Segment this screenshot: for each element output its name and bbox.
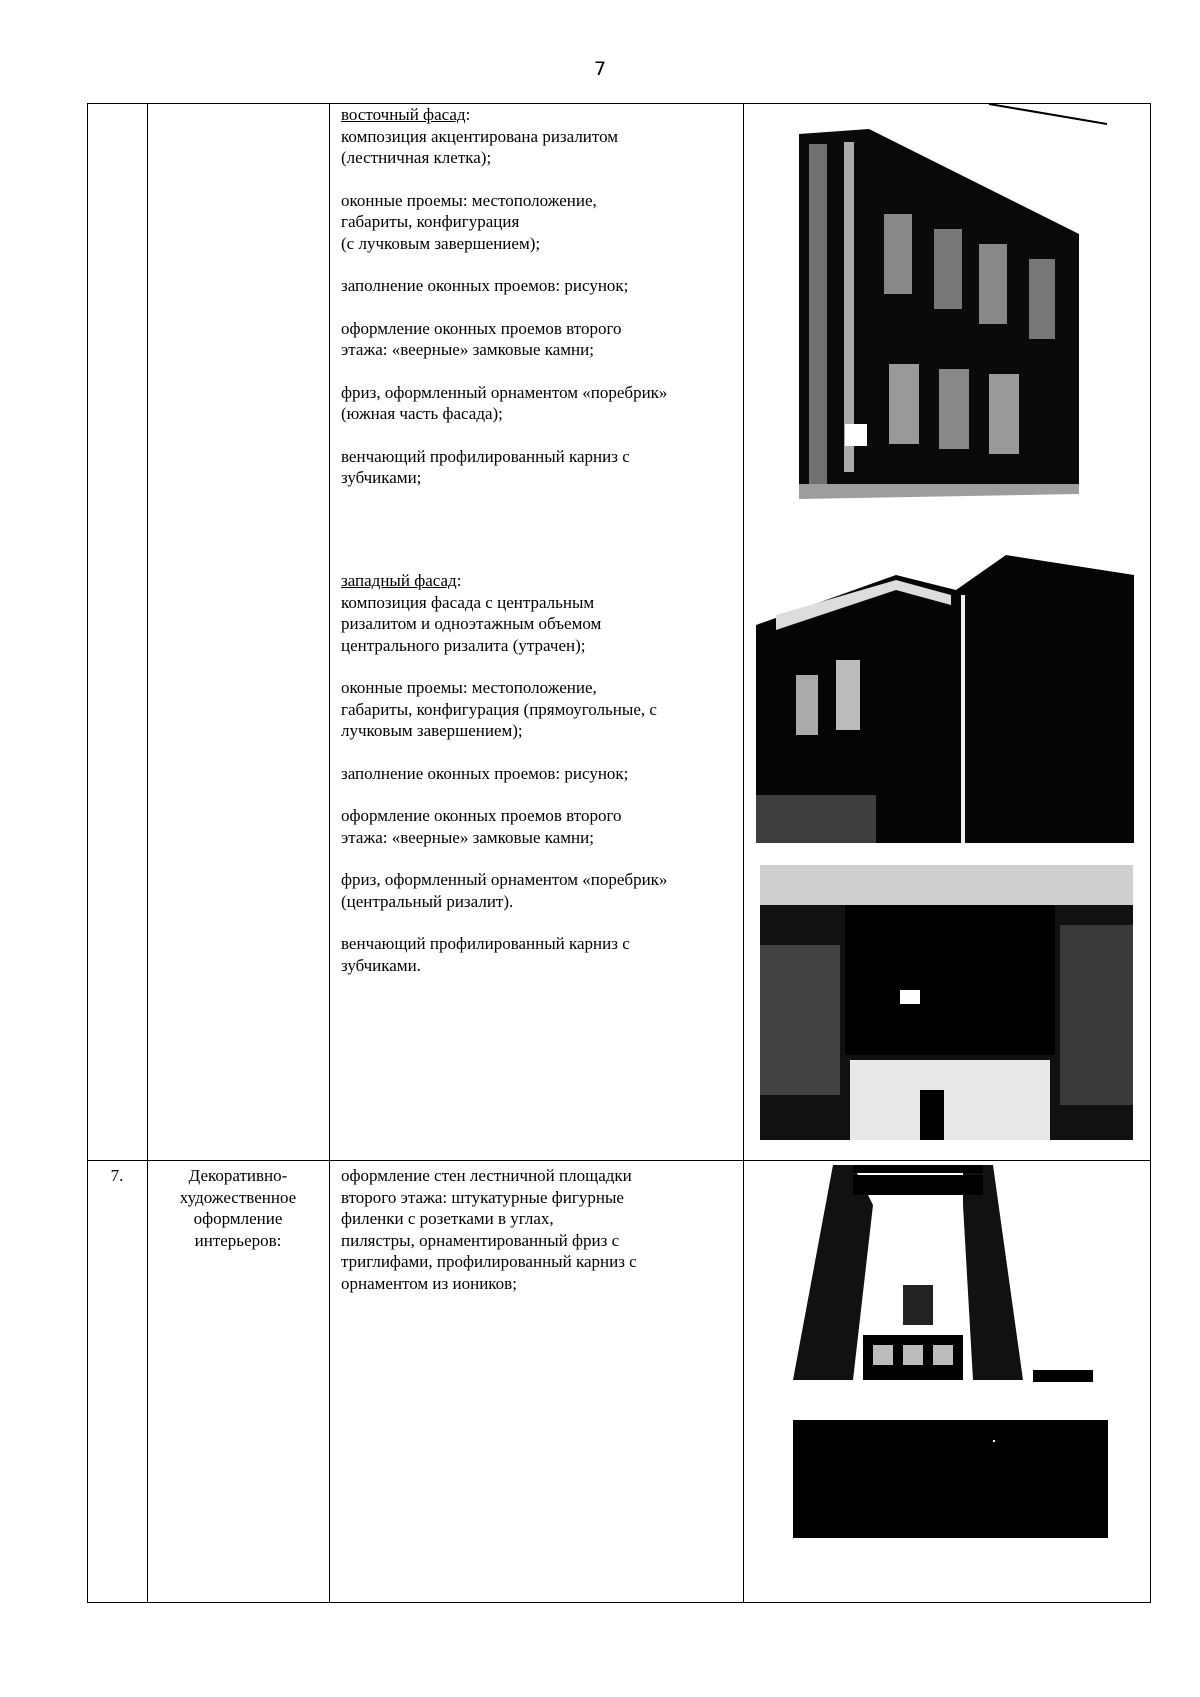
east-facade-text: восточный фасад: композиция акцентирована ризалитом (лестничная клетка); оконные проемы: местоположение, габариты, конфигурация (с лучковым завершением); заполнение оконных проемов: рисунок; оформление оконных проемов второго этажа: «веерные» замковые камни; фриз, оформленный орнаментом «поребрик» (южная часть фасада); венчающий профилированный карниз с зубчиками;: [341, 105, 668, 487]
section-heading: западный фасад: [341, 571, 457, 590]
west-facade-text: западный фасад: композиция фасада с центральным ризалитом и одноэтажным объемом центрального ризалита (утрачен); оконные проемы: местоположение, габариты, конфигурация (прямоугольные, с лучковым завершением); заполнение оконных проемов: рисунок; оформление оконных проемов второго этажа: «веерные» замковые камни; фриз, оформленный орнаментом «поребрик» (центральный ризалит). венчающий профилированный карниз с зубчиками.: [341, 571, 668, 975]
text-line: оформление оконных проемов второго: [341, 318, 622, 338]
text-line: триглифами, профилированный карниз с: [341, 1252, 637, 1271]
interior-photo-2: [793, 1420, 1108, 1538]
east-facade-photo: [789, 104, 1107, 502]
section-heading: восточный фасад: [341, 105, 466, 124]
interior-photo-1: [793, 1165, 1103, 1395]
text-line: Декоративно-: [188, 1166, 288, 1185]
text-line: оконные проемы: местоположение,: [341, 678, 597, 697]
text-line: (центральный ризалит).: [341, 891, 514, 911]
text-line: фриз, оформленный орнаментом «поребрик»: [341, 382, 668, 402]
text-line: этажа: «веерные» замковые камни;: [341, 827, 594, 847]
row-divider: [87, 1160, 1151, 1161]
column-divider: [743, 103, 744, 1603]
text-line: габариты, конфигурация: [341, 212, 520, 231]
interior-text: [341, 1165, 637, 1315]
text-line: композиция акцентирована ризалитом: [341, 126, 619, 146]
text-line: оформление стен лестничной площадки: [341, 1166, 632, 1185]
text-line: ризалитом и одноэтажным объемом: [341, 614, 602, 633]
text-line: оформление: [193, 1209, 283, 1228]
text-line: филенки с розетками в углах,: [341, 1209, 554, 1228]
text-line: орнаментом из иоников;: [341, 1273, 517, 1293]
text-line: художественное: [179, 1187, 297, 1207]
text-line: венчающий профилированный карниз с: [341, 446, 630, 466]
text-line: центрального ризалита (утрачен);: [341, 635, 586, 655]
text-line: зубчиками.: [341, 955, 421, 975]
text-line: этажа: «веерные» замковые камни;: [341, 340, 594, 359]
page-number: 7: [593, 58, 607, 80]
text-line: лучковым завершением);: [341, 721, 523, 740]
text-line: фриз, оформленный орнаментом «поребрик»: [341, 870, 668, 889]
text-line: интерьеров:: [194, 1230, 282, 1250]
text-line: оконные проемы: местоположение,: [341, 190, 597, 210]
text-line: композиция фасада с центральным: [341, 592, 595, 612]
text-line: второго этажа: штукатурные фигурные: [341, 1187, 624, 1207]
text-line: (с лучковым завершением);: [341, 233, 541, 253]
text-line: (южная часть фасада);: [341, 404, 503, 423]
row-number: 7.: [110, 1166, 124, 1185]
text-line: пилястры, орнаментированный фриз с: [341, 1230, 620, 1250]
text-line: венчающий профилированный карниз с: [341, 934, 630, 953]
text-line: заполнение оконных проемов: рисунок;: [341, 276, 629, 295]
west-facade-photo-1: [756, 545, 1134, 843]
column-divider: [329, 103, 330, 1603]
west-facade-photo-2: [760, 865, 1133, 1140]
text-line: габариты, конфигурация (прямоугольные, с: [341, 699, 657, 719]
row-name: [148, 1165, 328, 1251]
text-line: заполнение оконных проемов: рисунок;: [341, 763, 629, 783]
text-line: оформление оконных проемов второго: [341, 806, 622, 825]
column-divider: [147, 103, 148, 1603]
text-line: зубчиками;: [341, 468, 422, 487]
text-line: (лестничная клетка);: [341, 148, 492, 167]
